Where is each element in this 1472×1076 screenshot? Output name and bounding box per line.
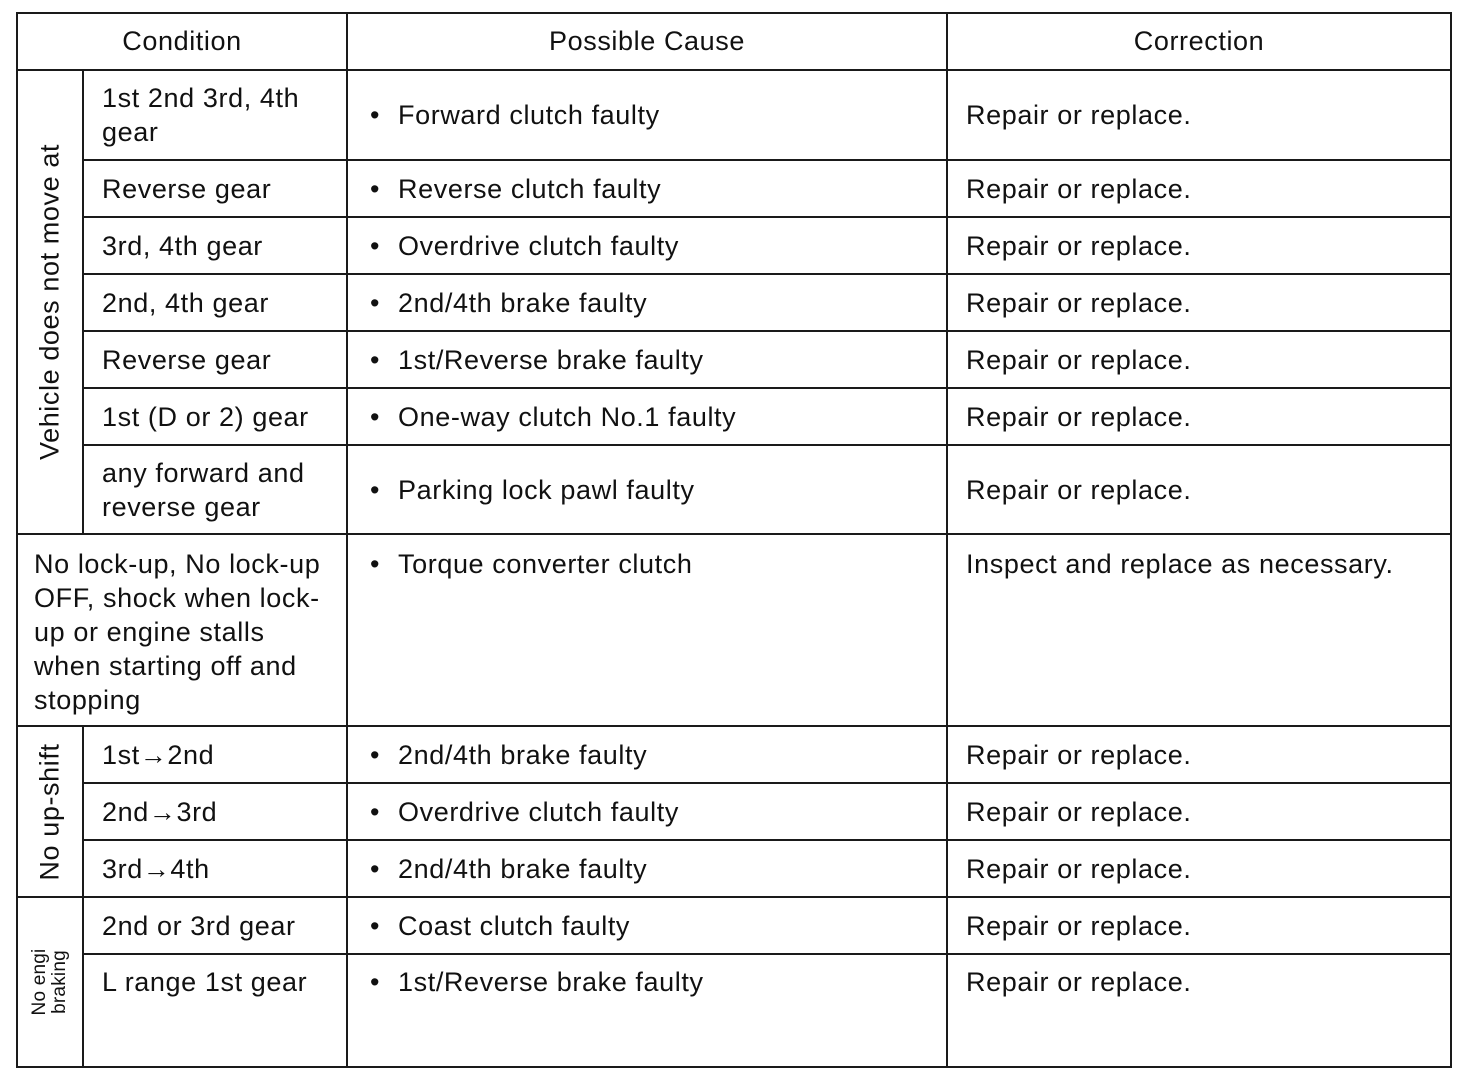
table-row xyxy=(17,331,1451,388)
cause-cell: • One-way clutch No.1 faulty xyxy=(347,388,947,445)
correction-header: Correction xyxy=(947,13,1451,70)
possible-cause-header: Possible Cause xyxy=(347,13,947,70)
condition-cell: Reverse gear xyxy=(83,331,347,388)
table-row xyxy=(17,726,1451,783)
condition-cell: any forward and reverse gear xyxy=(83,445,347,534)
table-row xyxy=(17,70,1451,160)
condition-cell: 3rd→4th xyxy=(83,840,347,897)
condition-cell: 1st 2nd 3rd, 4th gear xyxy=(83,70,347,160)
condition-header: Condition xyxy=(17,13,347,70)
group-label-no-up-shift: No up-shift xyxy=(17,726,83,897)
table-row xyxy=(17,534,1451,726)
troubleshooting-page xyxy=(16,12,1450,1066)
table-row xyxy=(17,783,1451,840)
bullet-icon: • xyxy=(370,230,381,261)
cause-cell: • Overdrive clutch faulty xyxy=(347,783,947,840)
correction-cell: Repair or replace. xyxy=(947,331,1451,388)
group-label-no-engine-braking: No engi braking xyxy=(17,897,83,1067)
table-row xyxy=(17,274,1451,331)
cause-cell: • 2nd/4th brake faulty xyxy=(347,726,947,783)
bullet-icon: • xyxy=(370,910,381,941)
cause-cell: • Reverse clutch faulty xyxy=(347,160,947,217)
cause-cell: • Parking lock pawl faulty xyxy=(347,445,947,534)
correction-cell: Repair or replace. xyxy=(947,70,1451,160)
cause-cell: • Coast clutch faulty xyxy=(347,897,947,954)
cause-cell: • 1st/Reverse brake faulty xyxy=(347,331,947,388)
correction-cell: Repair or replace. xyxy=(947,388,1451,445)
cause-cell: • 1st/Reverse brake faulty xyxy=(347,954,947,1067)
header-row xyxy=(17,13,1451,70)
cause-cell: • 2nd/4th brake faulty xyxy=(347,274,947,331)
bullet-icon: • xyxy=(370,967,381,997)
table-row xyxy=(17,160,1451,217)
table-row xyxy=(17,897,1451,954)
bullet-icon: • xyxy=(370,549,381,579)
cause-cell: • Torque converter clutch xyxy=(347,534,947,726)
table-row xyxy=(17,954,1451,1067)
condition-cell: 2nd or 3rd gear xyxy=(83,897,347,954)
condition-cell: 1st→2nd xyxy=(83,726,347,783)
condition-cell: L range 1st gear xyxy=(83,954,347,1067)
bullet-icon: • xyxy=(370,173,381,204)
correction-cell: Repair or replace. xyxy=(947,274,1451,331)
bullet-icon: • xyxy=(370,344,381,375)
condition-cell: 2nd, 4th gear xyxy=(83,274,347,331)
correction-cell: Repair or replace. xyxy=(947,783,1451,840)
cause-cell: • 2nd/4th brake faulty xyxy=(347,840,947,897)
bullet-icon: • xyxy=(370,100,381,130)
cause-cell: • Forward clutch faulty xyxy=(347,70,947,160)
table-row xyxy=(17,217,1451,274)
table-row xyxy=(17,840,1451,897)
table-row xyxy=(17,388,1451,445)
bullet-icon: • xyxy=(370,796,381,827)
bullet-icon: • xyxy=(370,474,381,505)
cause-cell: • Overdrive clutch faulty xyxy=(347,217,947,274)
condition-cell: 2nd→3rd xyxy=(83,783,347,840)
correction-cell: Repair or replace. xyxy=(947,160,1451,217)
correction-cell: Repair or replace. xyxy=(947,954,1451,1067)
condition-cell: 1st (D or 2) gear xyxy=(83,388,347,445)
condition-cell-lockup: No lock-up, No lock-up OFF, shock when lock-up or engine stalls when starting off and stopping xyxy=(17,534,347,726)
condition-cell: Reverse gear xyxy=(83,160,347,217)
correction-cell: Repair or replace. xyxy=(947,217,1451,274)
correction-cell: Repair or replace. xyxy=(947,726,1451,783)
correction-cell: Repair or replace. xyxy=(947,445,1451,534)
correction-cell: Inspect and replace as necessary. xyxy=(947,534,1451,726)
group-label-vehicle-does-not-move: Vehicle does not move at xyxy=(17,70,83,534)
condition-cell: 3rd, 4th gear xyxy=(83,217,347,274)
troubleshooting-table xyxy=(16,12,1452,1068)
bullet-icon: • xyxy=(370,401,381,432)
correction-cell: Repair or replace. xyxy=(947,897,1451,954)
bullet-icon: • xyxy=(370,287,381,318)
bullet-icon: • xyxy=(370,739,381,770)
correction-cell: Repair or replace. xyxy=(947,840,1451,897)
table-row xyxy=(17,445,1451,534)
bullet-icon: • xyxy=(370,853,381,884)
